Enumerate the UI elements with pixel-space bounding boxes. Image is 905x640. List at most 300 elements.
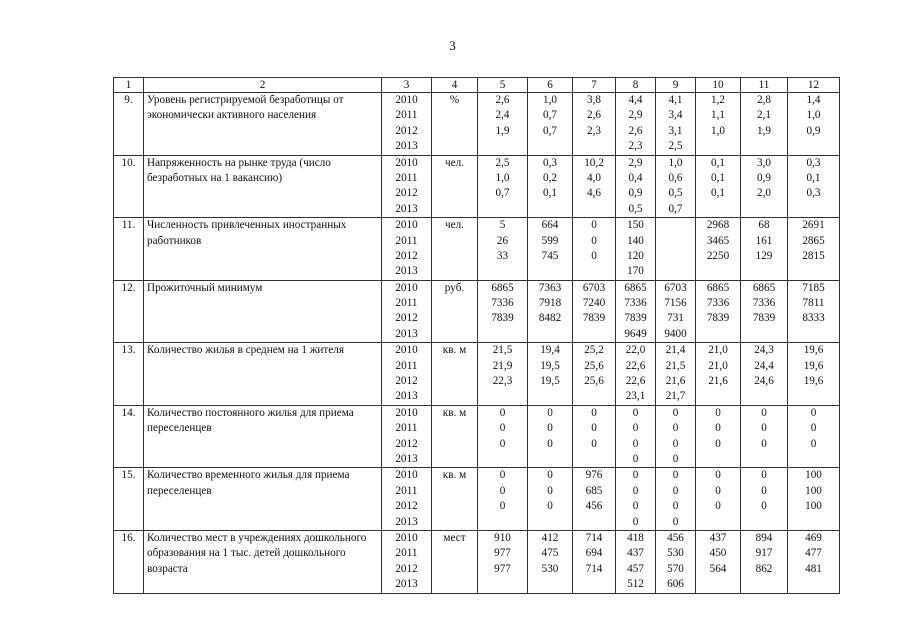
value: 2,3 (628, 140, 643, 153)
value: 3465 (706, 234, 730, 247)
value-cell (616, 155, 656, 218)
value (744, 139, 784, 154)
value: 2,4 (495, 109, 510, 122)
value-cell (656, 343, 696, 406)
value: 0 (810, 422, 817, 435)
unit-label: кв. м (432, 468, 478, 531)
value-cell (528, 405, 573, 468)
value: 100 (805, 469, 822, 482)
value (481, 452, 524, 467)
value: 0,1 (806, 171, 821, 184)
value: 0 (632, 452, 639, 465)
value: 0,1 (711, 171, 725, 184)
value: 7156 (664, 297, 687, 310)
value-cell (478, 343, 528, 406)
value (791, 264, 836, 279)
year-label: 2013 (395, 327, 418, 340)
value: 0,7 (668, 202, 683, 215)
year-label: 2010 (395, 281, 418, 294)
value: 7336 (491, 297, 514, 310)
value (699, 515, 737, 530)
value-cell (741, 218, 788, 281)
table-row (114, 405, 840, 468)
value (531, 515, 569, 530)
value: 714 (585, 531, 603, 544)
value (659, 218, 692, 233)
value: 150 (627, 219, 644, 232)
value: 0 (547, 437, 553, 450)
value: 530 (667, 547, 684, 560)
value: 25,6 (584, 375, 604, 388)
year-list (382, 343, 432, 406)
value: 457 (627, 562, 644, 575)
value: 6865 (706, 281, 730, 294)
value: 7185 (802, 281, 825, 294)
value (791, 452, 836, 467)
year-label: 2012 (395, 562, 418, 575)
year-label: 2011 (395, 547, 418, 560)
value: 917 (755, 547, 773, 560)
value: 731 (667, 312, 684, 325)
value: 7839 (752, 312, 776, 325)
value: 7363 (538, 281, 562, 294)
value: 0 (632, 500, 639, 513)
value: 2,6 (628, 124, 643, 137)
value: 475 (541, 547, 559, 560)
year-label: 2012 (395, 375, 418, 388)
value-cell (616, 280, 656, 343)
value: 894 (755, 531, 773, 544)
value-cell (528, 343, 573, 406)
value: 2,5 (495, 156, 510, 169)
value: 2,5 (668, 140, 683, 153)
value: 0 (715, 437, 721, 450)
value: 26 (496, 234, 509, 247)
page-number: 3 (449, 38, 456, 53)
value: 19,5 (540, 359, 560, 372)
value: 22,6 (625, 359, 646, 372)
value: 140 (627, 234, 644, 247)
column-number: 2 (144, 78, 382, 93)
year-list (382, 155, 432, 218)
indicator-name: Прожиточный минимум (144, 280, 382, 343)
table-row (114, 468, 840, 531)
value: 6703 (582, 281, 606, 294)
value: 4,1 (668, 94, 683, 106)
value-cell (696, 343, 741, 406)
value: 8333 (802, 312, 825, 325)
value: 2,6 (495, 94, 510, 106)
indicator-name: Уровень регистрируемой безработицы от экономически активного населения (144, 93, 382, 156)
value: 170 (627, 265, 644, 278)
value-cell (478, 155, 528, 218)
value: 0 (547, 500, 553, 513)
value-cell (528, 530, 573, 593)
value: 7336 (752, 297, 776, 310)
value: 477 (805, 547, 822, 560)
value (481, 264, 524, 279)
value: 437 (627, 547, 644, 560)
value (481, 577, 524, 592)
column-number: 10 (696, 78, 741, 93)
value: 0 (672, 452, 679, 465)
value: 977 (494, 562, 511, 575)
value-cell (788, 218, 840, 281)
value: 976 (585, 469, 603, 482)
value: 564 (709, 562, 727, 575)
value: 0,7 (495, 187, 510, 200)
value: 100 (805, 500, 822, 513)
value-cell (616, 530, 656, 593)
column-number: 12 (788, 78, 840, 93)
year-label: 2010 (395, 406, 418, 419)
value-cell (573, 405, 616, 468)
value: 21,4 (665, 344, 686, 357)
column-number: 4 (432, 78, 478, 93)
column-number: 1 (114, 78, 144, 93)
value: 0 (672, 484, 679, 497)
value: 0 (672, 500, 679, 513)
value: 4,0 (587, 171, 601, 184)
value: 0 (761, 422, 767, 435)
value-cell (478, 280, 528, 343)
year-label: 2011 (395, 297, 418, 310)
value: 0,5 (628, 202, 643, 215)
value: 21,0 (708, 359, 728, 372)
value: 3,0 (757, 156, 771, 169)
value-cell (741, 530, 788, 593)
year-label: 2012 (395, 312, 418, 325)
value (531, 577, 569, 592)
indicator-name: Напряженность на рынке труда (число безработных на 1 вакансию) (144, 155, 382, 218)
value-cell (656, 218, 696, 281)
value: 481 (805, 562, 822, 575)
value (481, 327, 524, 342)
value-cell (573, 280, 616, 343)
value: 24,4 (754, 359, 774, 372)
value: 7811 (802, 297, 825, 310)
value (481, 202, 524, 217)
year-label: 2012 (395, 187, 418, 200)
value (576, 202, 612, 217)
value: 0,3 (806, 187, 821, 200)
value: 0 (591, 437, 597, 450)
value: 0,9 (806, 124, 821, 137)
value: 6865 (491, 281, 514, 294)
value (576, 327, 612, 342)
unit-label: руб. (432, 280, 478, 343)
row-number: 14. (114, 405, 144, 468)
unit-label: % (432, 93, 478, 156)
table-row (114, 93, 840, 156)
value (699, 577, 737, 592)
table-row (114, 280, 840, 343)
value: 1,9 (757, 124, 771, 137)
value: 0,9 (757, 171, 771, 184)
year-list (382, 218, 432, 281)
value: 456 (667, 531, 684, 544)
value-cell (616, 93, 656, 156)
value: 1,0 (543, 94, 557, 106)
value-cell (656, 155, 696, 218)
value: 6865 (624, 281, 647, 294)
value: 4,4 (628, 94, 643, 106)
value (576, 139, 612, 154)
year-label: 2013 (395, 515, 418, 528)
value-cell (656, 93, 696, 156)
column-number: 8 (616, 78, 656, 93)
year-label: 2010 (395, 219, 418, 232)
unit-label: мест (432, 530, 478, 593)
year-label: 2012 (395, 249, 418, 262)
value: 1,0 (711, 124, 725, 137)
value (791, 577, 836, 592)
value: 2,9 (628, 156, 643, 169)
value (699, 327, 737, 342)
value: 21,5 (665, 359, 686, 372)
year-label: 2011 (395, 359, 418, 372)
year-label: 2010 (395, 156, 418, 169)
indicator-name: Количество постоянного жилья для приема переселенцев (144, 405, 382, 468)
value-cell (573, 343, 616, 406)
value (659, 249, 692, 264)
column-number: 9 (656, 78, 696, 93)
value (791, 515, 836, 530)
value-cell (656, 405, 696, 468)
value: 0,1 (543, 187, 557, 200)
value: 2865 (802, 234, 825, 247)
value: 0,7 (543, 109, 557, 122)
unit-label: чел. (432, 218, 478, 281)
value-cell (528, 218, 573, 281)
value: 0 (591, 422, 597, 435)
value-cell (696, 405, 741, 468)
value: 0 (715, 422, 721, 435)
value: 7839 (624, 312, 647, 325)
value-cell (478, 405, 528, 468)
table-row (114, 530, 840, 593)
value: 0 (499, 484, 506, 497)
value: 606 (667, 578, 684, 591)
value: 2,6 (587, 109, 601, 122)
value: 24,6 (754, 375, 774, 388)
value (531, 327, 569, 342)
value-cell (741, 155, 788, 218)
value-cell (656, 530, 696, 593)
value: 1,4 (806, 94, 821, 106)
value: 0,7 (543, 124, 557, 137)
value (744, 389, 784, 404)
value: 68 (758, 219, 770, 232)
value: 0 (591, 219, 597, 232)
value (744, 452, 784, 467)
value: 0 (715, 469, 721, 482)
value: 694 (585, 547, 603, 560)
value-cell (696, 280, 741, 343)
value: 570 (667, 562, 684, 575)
row-number: 13. (114, 343, 144, 406)
value (699, 389, 737, 404)
table-body (114, 78, 840, 594)
year-label: 2011 (395, 109, 418, 122)
value: 0,1 (711, 187, 725, 200)
value: 2,8 (757, 94, 771, 106)
year-label: 2013 (395, 140, 418, 153)
value (699, 452, 737, 467)
value-cell (478, 218, 528, 281)
value-cell (741, 343, 788, 406)
value-cell (478, 468, 528, 531)
value (744, 264, 784, 279)
year-label: 2010 (395, 94, 418, 106)
column-number: 5 (478, 78, 528, 93)
value: 0,2 (543, 171, 557, 184)
value (531, 389, 569, 404)
table-row (114, 343, 840, 406)
value: 25,2 (584, 344, 604, 357)
value: 0 (632, 515, 639, 528)
value: 0 (499, 469, 506, 482)
value: 0 (761, 406, 767, 419)
table-row (114, 155, 840, 218)
value: 0 (547, 469, 553, 482)
value-cell (741, 405, 788, 468)
value-cell (528, 468, 573, 531)
year-label: 2011 (395, 422, 418, 435)
value (791, 139, 836, 154)
value: 0 (632, 469, 639, 482)
year-list (382, 468, 432, 531)
value: 19,4 (540, 344, 560, 357)
value: 0 (810, 406, 817, 419)
value (576, 515, 612, 530)
value: 599 (541, 234, 559, 247)
value: 862 (755, 562, 773, 575)
value: 1,0 (495, 171, 510, 184)
value: 6865 (752, 281, 776, 294)
value-cell (528, 155, 573, 218)
column-number: 11 (741, 78, 788, 93)
year-label: 2013 (395, 390, 418, 403)
value: 3,8 (587, 94, 601, 106)
value (576, 264, 612, 279)
value: 418 (627, 531, 644, 544)
value: 21,5 (492, 344, 513, 357)
value: 530 (541, 562, 559, 575)
value: 0 (715, 406, 721, 419)
value: 21,6 (708, 375, 728, 388)
value: 22,0 (625, 344, 646, 357)
value (791, 389, 836, 404)
value: 2968 (706, 219, 730, 232)
value-cell (656, 280, 696, 343)
value: 21,0 (708, 344, 728, 357)
value (531, 452, 569, 467)
value: 4,6 (587, 187, 601, 200)
value: 469 (805, 531, 822, 544)
row-number: 9. (114, 93, 144, 156)
value (576, 577, 612, 592)
value (791, 202, 836, 217)
statistics-table (113, 77, 840, 594)
value: 2,3 (587, 124, 601, 137)
value: 7839 (491, 312, 514, 325)
year-list (382, 93, 432, 156)
year-label: 2010 (395, 531, 418, 544)
value-cell (656, 468, 696, 531)
value: 120 (627, 249, 644, 262)
value: 1,9 (495, 124, 510, 137)
value: 25,6 (584, 359, 604, 372)
value-cell (616, 405, 656, 468)
value (531, 202, 569, 217)
value-cell (788, 530, 840, 593)
value-cell (788, 405, 840, 468)
row-number: 16. (114, 530, 144, 593)
value: 19,5 (540, 375, 560, 388)
year-label: 2011 (395, 171, 418, 184)
column-number: 6 (528, 78, 573, 93)
value: 0,3 (806, 156, 821, 169)
value: 0 (547, 406, 553, 419)
value: 0 (761, 500, 767, 513)
value (744, 202, 784, 217)
value-cell (696, 530, 741, 593)
value: 1,2 (711, 94, 725, 106)
value: 0 (632, 484, 639, 497)
value: 0 (499, 437, 506, 450)
value: 7336 (706, 297, 730, 310)
value: 0 (632, 437, 639, 450)
value: 24,3 (754, 344, 774, 357)
value: 0 (499, 422, 506, 435)
value: 0 (591, 249, 597, 262)
value (576, 389, 612, 404)
value: 21,9 (492, 359, 513, 372)
value (744, 577, 784, 592)
column-number-row (114, 78, 840, 93)
value: 456 (585, 500, 603, 513)
value-cell (573, 93, 616, 156)
value: 7918 (538, 297, 562, 310)
year-label: 2012 (395, 437, 418, 450)
value: 2,0 (757, 187, 771, 200)
value (481, 389, 524, 404)
value (481, 139, 524, 154)
value: 0 (761, 437, 767, 450)
value-cell (528, 93, 573, 156)
value: 910 (494, 531, 511, 544)
value: 9649 (624, 327, 647, 340)
row-number: 10. (114, 155, 144, 218)
value-cell (573, 155, 616, 218)
value: 0 (672, 515, 679, 528)
value (481, 515, 524, 530)
value: 0,5 (668, 187, 683, 200)
value (699, 139, 737, 154)
value: 0 (499, 500, 506, 513)
indicator-name: Количество жилья в среднем на 1 жителя (144, 343, 382, 406)
value-cell (478, 93, 528, 156)
row-number: 12. (114, 280, 144, 343)
value: 0 (761, 484, 767, 497)
value: 9400 (664, 327, 687, 340)
indicator-name: Количество временного жилья для приема переселенцев (144, 468, 382, 531)
value-cell (788, 468, 840, 531)
value (699, 202, 737, 217)
year-label: 2012 (395, 500, 418, 513)
value-cell (528, 280, 573, 343)
